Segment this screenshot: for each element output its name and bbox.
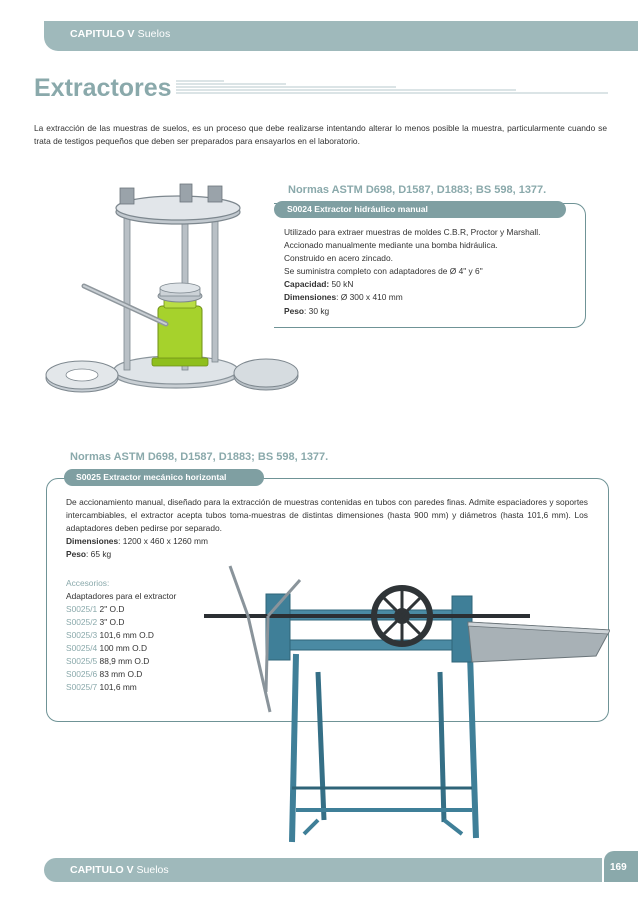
chapter-label: CAPITULO V Suelos xyxy=(70,28,171,40)
spec-weight: Peso: 65 kg xyxy=(66,549,112,559)
accessory-item: S0025/3 101,6 mm O.D xyxy=(66,630,154,640)
accessory-item: S0025/7 101,6 mm xyxy=(66,682,137,692)
accessory-item: S0025/5 88,9 mm O.D xyxy=(66,656,150,666)
page-number: 169 xyxy=(604,851,638,882)
description-line: Se suministra completo con adaptadores de Ø 4" y 6" xyxy=(284,266,483,277)
product-name-s0024: S0024 Extractor hidráulico manual xyxy=(274,201,566,218)
intro-paragraph: La extracción de las muestras de suelos, es un proceso que debe realizarse intentando alterar lo menos posible la muestra, particularmente cuando se trata de testigos pequeños que deben ser preparados para ensayarlos en el laboratorio. xyxy=(34,123,607,146)
product-norms-s0025: Normas ASTM D698, D1587, D1883; BS 598, 1377. xyxy=(70,451,329,463)
chapter-header-bar xyxy=(44,21,638,51)
accessories-title: Accesorios: xyxy=(66,578,110,588)
hydraulic-extractor-image xyxy=(40,178,302,410)
spec-weight: Peso: 30 kg xyxy=(284,305,330,316)
description-line: Construido en acero zincado. xyxy=(284,253,393,264)
description-line: Accionado manualmente mediante una bomba hidráulica. xyxy=(284,240,498,251)
accessory-item: S0025/2 3" O.D xyxy=(66,617,125,627)
spec-capacity: Capacidad: 50 kN xyxy=(284,279,354,290)
footer-chapter-bar xyxy=(44,858,602,882)
spec-dimensions: Dimensiones: Ø 300 x 410 mm xyxy=(284,292,403,303)
accessory-item: S0025/1 2" O.D xyxy=(66,604,125,614)
accessory-item: S0025/6 83 mm O.D xyxy=(66,669,143,679)
product-norms-s0024: Normas ASTM D698, D1587, D1883; BS 598, 1377. xyxy=(288,184,547,196)
page-title: Extractores xyxy=(34,74,172,102)
description-line: Utilizado para extraer muestras de moldes C.B.R, Proctor y Marshall. xyxy=(284,227,541,237)
description-text: De accionamiento manual, diseñado para la extracción de muestras contenidas en tubos con paredes finas. Admite espaciadores y soportes intercambiables, el extractor acepta tubos toma-muestras de distintas dimensiones (hasta 900 mm) y diámetros (hasta 101,6 mm). Los adaptadores deben pedirse por separado. xyxy=(66,497,588,533)
product-description-s0024 xyxy=(284,226,584,318)
accessory-item: S0025/4 100 mm O.D xyxy=(66,643,147,653)
horizontal-extractor-image xyxy=(200,562,610,858)
title-decoration-lines xyxy=(176,78,608,98)
spec-dimensions: Dimensiones: 1200 x 460 x 1260 mm xyxy=(66,536,208,546)
product-name-s0025: S0025 Extractor mecánico horizontal xyxy=(64,469,264,486)
accessories-subtitle: Adaptadores para el extractor xyxy=(66,591,177,601)
footer-chapter-label: CAPITULO V Suelos xyxy=(70,864,169,876)
product-description-s0025 xyxy=(66,496,588,561)
